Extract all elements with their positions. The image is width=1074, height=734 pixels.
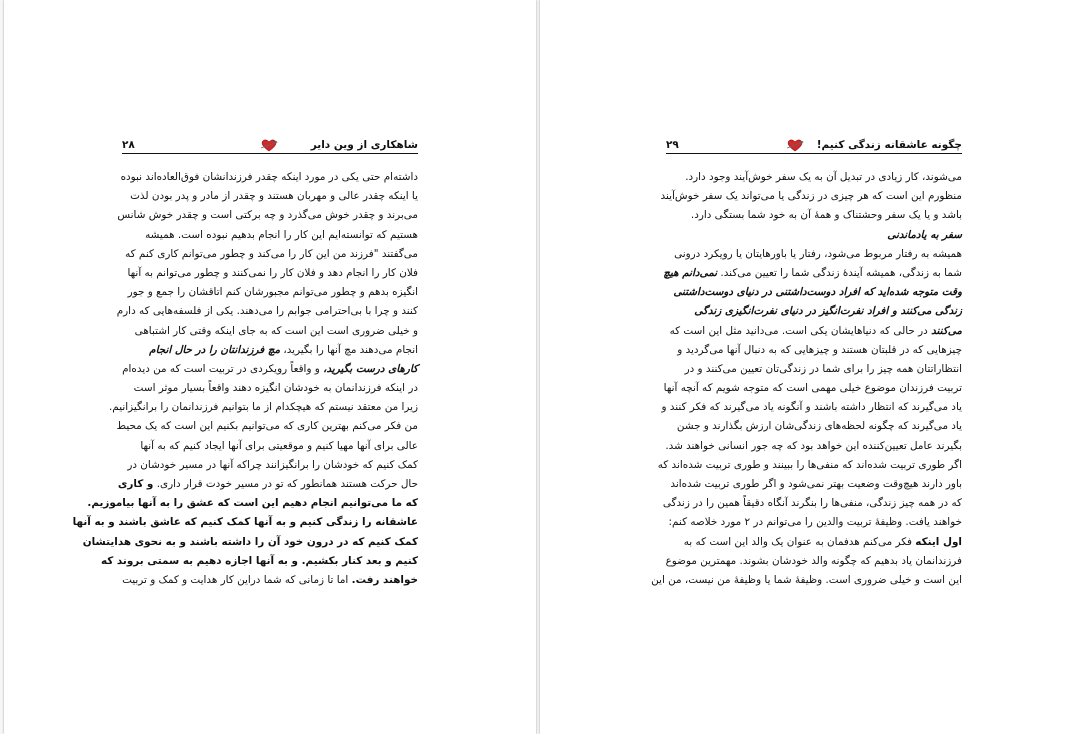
text-line [651,571,962,590]
text-line [122,360,418,379]
text-line [122,437,418,456]
text-run: و واقعاً رویکردی در تربیت است که من دیده‌ام [122,362,324,375]
running-title: شاهکاری از وین دایر [310,139,418,151]
text-run: اگر طوری تربیت شده‌اند که منفی‌ها را ببینند و طوری تربیت شده‌اند که [657,458,962,471]
body-text [72,168,418,590]
text-line [82,533,418,552]
text-run: فکر می‌کنم هدفمان به عنوان یک والد این است که به [683,535,916,548]
text-line [666,206,962,225]
text-line [100,552,418,571]
text-run: یا اینکه چقدر عالی و مهربان هستند و چقدر از مادر و پدر بودن لذت [130,190,418,203]
left-page [4,0,536,734]
text-run: باشد و یا یک سفر وحشتناک و همهٔ آن به خود شما بستگی دارد. [690,209,962,222]
text-line [666,322,962,341]
text-run: عاشقانه را زندگی کنیم و به آنها کمک کنیم که عاشق باشند و به آنها [72,516,418,529]
text-run: زیرا من معتقد نیستم که هیچکدام از ما بتوانیم فرزندانمان را برانگیزانیم. [108,401,418,414]
right-page [540,0,1074,734]
text-line [666,533,962,552]
text-run: می‌گفتند "فرزند من این کار را می‌کند و چطور می‌توانم کاری کنم که [125,247,418,260]
text-line [666,245,962,264]
text-run: اما تا زمانی که شما دراین کار هدایت و کمک و تربیت [122,573,352,586]
body-text [651,168,962,590]
text-line [666,360,962,379]
text-run: شما به زندگی، همیشه آیندهٔ زندگی شما را تعیین می‌کند. [717,266,962,279]
text-line [122,571,418,590]
text-run: زندگی می‌کنند و افراد نفرت‌انگیز در دنیای نفرت‌انگیزی زندگی [694,305,962,318]
text-line [72,513,418,532]
text-run: کنند و چرا با بی‌احترامی جوابم را می‌دهند. یکی از فلسفه‌هایی که دارم [116,305,418,318]
text-run: کارهای درست بگیرید، [323,362,418,375]
page-header [122,139,418,154]
text-run: خواهند رفت. [351,573,418,586]
text-run: می‌برند و چقدر خوش می‌گذرد و چه برکتی است و چقدر خوش شانس [117,209,418,222]
text-line [122,187,418,206]
text-run: می‌شوند، کار زیادی در تبدیل آن به یک سفر خوش‌آیند وجود دارد. [685,171,962,183]
text-run: اول اینکه [915,535,962,548]
text-run: همیشه به رفتار مربوط می‌شود، رفتار یا باورهایتان یا رویکرد درونی [674,247,962,260]
text-line [122,226,418,245]
text-run: داشته‌ام حتی یکی در مورد اینکه چقدر فرزندانشان فوق‌العاده‌اند نبوده [120,171,418,183]
text-line [666,341,962,360]
text-line [666,226,962,245]
text-run: چیزهایی که در قلبتان هستند و چیزهایی که به دنبال آنها می‌گردید و [677,343,962,356]
text-run: کمک کنیم که خودشان را برانگیزانند چراکه آنها در مسیر خودشان در [127,458,418,471]
text-line [122,322,418,341]
text-line [122,456,418,475]
page-number: ۲۸ [122,139,135,151]
text-run: یاد می‌گیرند که انتظار داشته باشند و آنگونه یاد می‌گیرند که فکر کنند و [661,401,962,414]
text-run: در حالی که دنیاهایشان یکی است. می‌دانید مثل این است که [669,324,932,337]
text-line [122,168,418,187]
text-line [87,494,418,513]
text-line [108,398,418,417]
text-run: نمی‌دانم هیچ [663,266,718,279]
text-line [117,475,418,494]
text-line [122,245,418,264]
text-line [666,283,962,302]
text-line [122,379,418,398]
text-line [657,456,962,475]
text-run: انگیزه بدهم و چطور می‌توانم مجبورشان کنم اتاقشان را جمع و جور [127,286,418,299]
running-title: چگونه عاشقانه زندگی کنیم! [816,139,962,151]
text-line [122,341,418,360]
text-run: این است و خیلی ضروری است. وظیفهٔ شما یا وظیفهٔ من نیست، من این [651,573,962,586]
text-run: که در همه چیز زندگی، منفی‌ها را بنگرند آنگاه دقیقاً همین را در زندگی [662,497,962,510]
text-run: انجام می‌دهند مچ آنها را بگیرید، [280,343,418,356]
text-run: و خیلی ضروری است این است که به جای اینکه وقتی کار اشتباهی [134,324,418,337]
text-run: فلان کار را انجام دهد و فلان کار را نمی‌کنند و چطور می‌توانم به آنها [127,266,418,279]
text-line [666,168,962,187]
text-run: هستیم که توانسته‌ایم این کار را انجام بدهیم نبوده است. همیشه [145,228,418,241]
text-line [666,417,962,436]
text-line [666,475,962,494]
text-run: حال حرکت هستند همانطور که تو در مسیر خودت قرار داری. [153,478,418,490]
text-line [661,398,962,417]
text-line [663,379,962,398]
text-run: منظورم این است که هر چیزی در زندگی یا می‌تواند یک سفر خوش‌آیند [660,190,962,203]
text-run: بگیرند عامل تعیین‌کننده این خواهد بود که چه جور انسانی خواهند شد. [665,439,962,452]
text-run: من فکر می‌کنم بهترین کاری که می‌توانیم بکنیم این است که یک محیط [116,420,418,433]
text-line [660,187,962,206]
text-line [116,302,418,321]
text-run: می‌کنند [931,324,962,337]
text-line [666,513,962,532]
text-line [662,494,962,513]
text-run: و کاری [117,478,154,490]
text-run: که ما می‌توانیم انجام دهیم این است که عشق را به آنها بیاموزیم. [87,497,418,510]
heart-icon [260,138,278,152]
text-run: فرزندانمان یاد بدهیم که چگونه والد خودشان بشوند. مهمترین موضوع [665,554,962,567]
page-number: ۲۹ [666,139,679,151]
page-header [666,139,962,154]
text-run: یاد می‌گیرند که چگونه لحظه‌های زندگی‌شان ارزش بگذارند و جشن [676,420,962,433]
text-run: وقت متوجه شده‌اید که افراد دوست‌داشتنی در دنیای دوست‌داشتنی [673,286,962,299]
text-line [666,302,962,321]
heart-icon [786,138,804,152]
text-line [666,437,962,456]
text-line [116,417,418,436]
text-line [117,206,418,225]
text-run: سفر به یادماندنی [887,228,962,241]
text-run: کنیم و بعد کنار بکشیم. و به آنها اجازه دهیم به سمتی بروند که [100,554,418,567]
text-run: کمک کنیم که در درون خود آن را داشته باشند و به نحوی هدایتشان [82,535,418,548]
text-run: در اینکه فرزندانمان به خودشان انگیزه دهند واقعاً بسیار موثر است [133,382,418,395]
text-run: عالی برای آنها مهیا کنیم و موقعیتی برای آنها ایجاد کنیم که به آنها [140,439,418,452]
text-line [663,264,962,283]
text-line [666,552,962,571]
text-line [122,283,418,302]
text-run: خواهند یافت. وظیفهٔ تربیت والدین را می‌توانم در ۲ مورد خلاصه کنم: [668,516,962,529]
text-run: انتظاراتتان همه چیز را برای شما در زندگی‌تان تعیین می‌کنند و در [684,362,962,375]
text-run: مچ فرزندانتان را در حال انجام [149,343,281,356]
text-line [122,264,418,283]
text-run: تربیت فرزندان موضوع خیلی مهمی است که متوجه شویم که آنچه آنها [663,382,962,395]
text-run: باور دارند هیچ‌وقت وضعیت بهتر نمی‌شود و اگر طوری تربیت شده‌اند [670,478,962,490]
